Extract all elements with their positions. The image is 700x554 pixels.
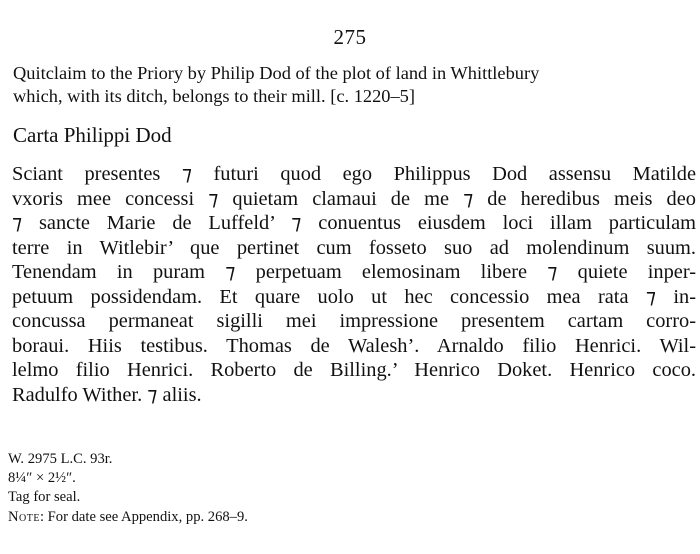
charter-text-line: petuum possidendam. Et quare uolo ut hec concessio mea rata ⁊ in- [12, 285, 696, 308]
charter-text-line: terre in Witlebir’ que pertinet cum fosseto suo ad molendinum suum. [12, 236, 696, 259]
editorial-notes [8, 450, 248, 527]
seal-note: Tag for seal. [8, 489, 81, 506]
summary-line: Quitclaim to the Priory by Philip Dod of the plot of land in Whittlebury [13, 63, 540, 83]
charter-text-line: vxoris mee concessi ⁊ quietam clamaui de me ⁊ de heredibus meis deo [12, 187, 696, 210]
charter-text-line: boraui. Hiis testibus. Thomas de Walesh’. Arnaldo filio Henrici. Wil- [12, 334, 696, 357]
charter-dimensions: 8¼″ × 2½″. [8, 470, 76, 487]
charter-text-line: Tenendam in puram ⁊ perpetuam elemosinam libere ⁊ quiete inper- [12, 261, 696, 283]
charter-text [12, 162, 696, 407]
charter-summary [13, 62, 697, 108]
charter-text-line: ⁊ sancte Marie de Luffeld’ ⁊ conuentus eiusdem loci illam particulam [12, 212, 696, 234]
charter-text-line: Sciant presentes ⁊ futuri quod ego Philippus Dod assensu Matilde [12, 163, 696, 185]
manuscript-reference: W. 2975 L.C. 93r. [8, 451, 113, 467]
note-label: Note [8, 508, 40, 525]
summary-line: which, with its ditch, belongs to their mill. [c. 1220–5] [13, 86, 415, 106]
note-text: : For date see Appendix, pp. 268–9. [39, 508, 248, 525]
date-note [8, 508, 248, 527]
charter-title: Carta Philippi Dod [13, 123, 172, 147]
charter-text-line: lelmo filio Henrici. Roberto de Billing.’ Henrico Doket. Henrico coco. [12, 359, 696, 381]
charter-text-line: Radulfo Wither. ⁊ aliis. [12, 383, 202, 406]
charter-text-line: concussa permaneat sigilli mei impressione presentem cartam corro- [12, 310, 696, 332]
charter-number: 275 [333, 25, 367, 49]
